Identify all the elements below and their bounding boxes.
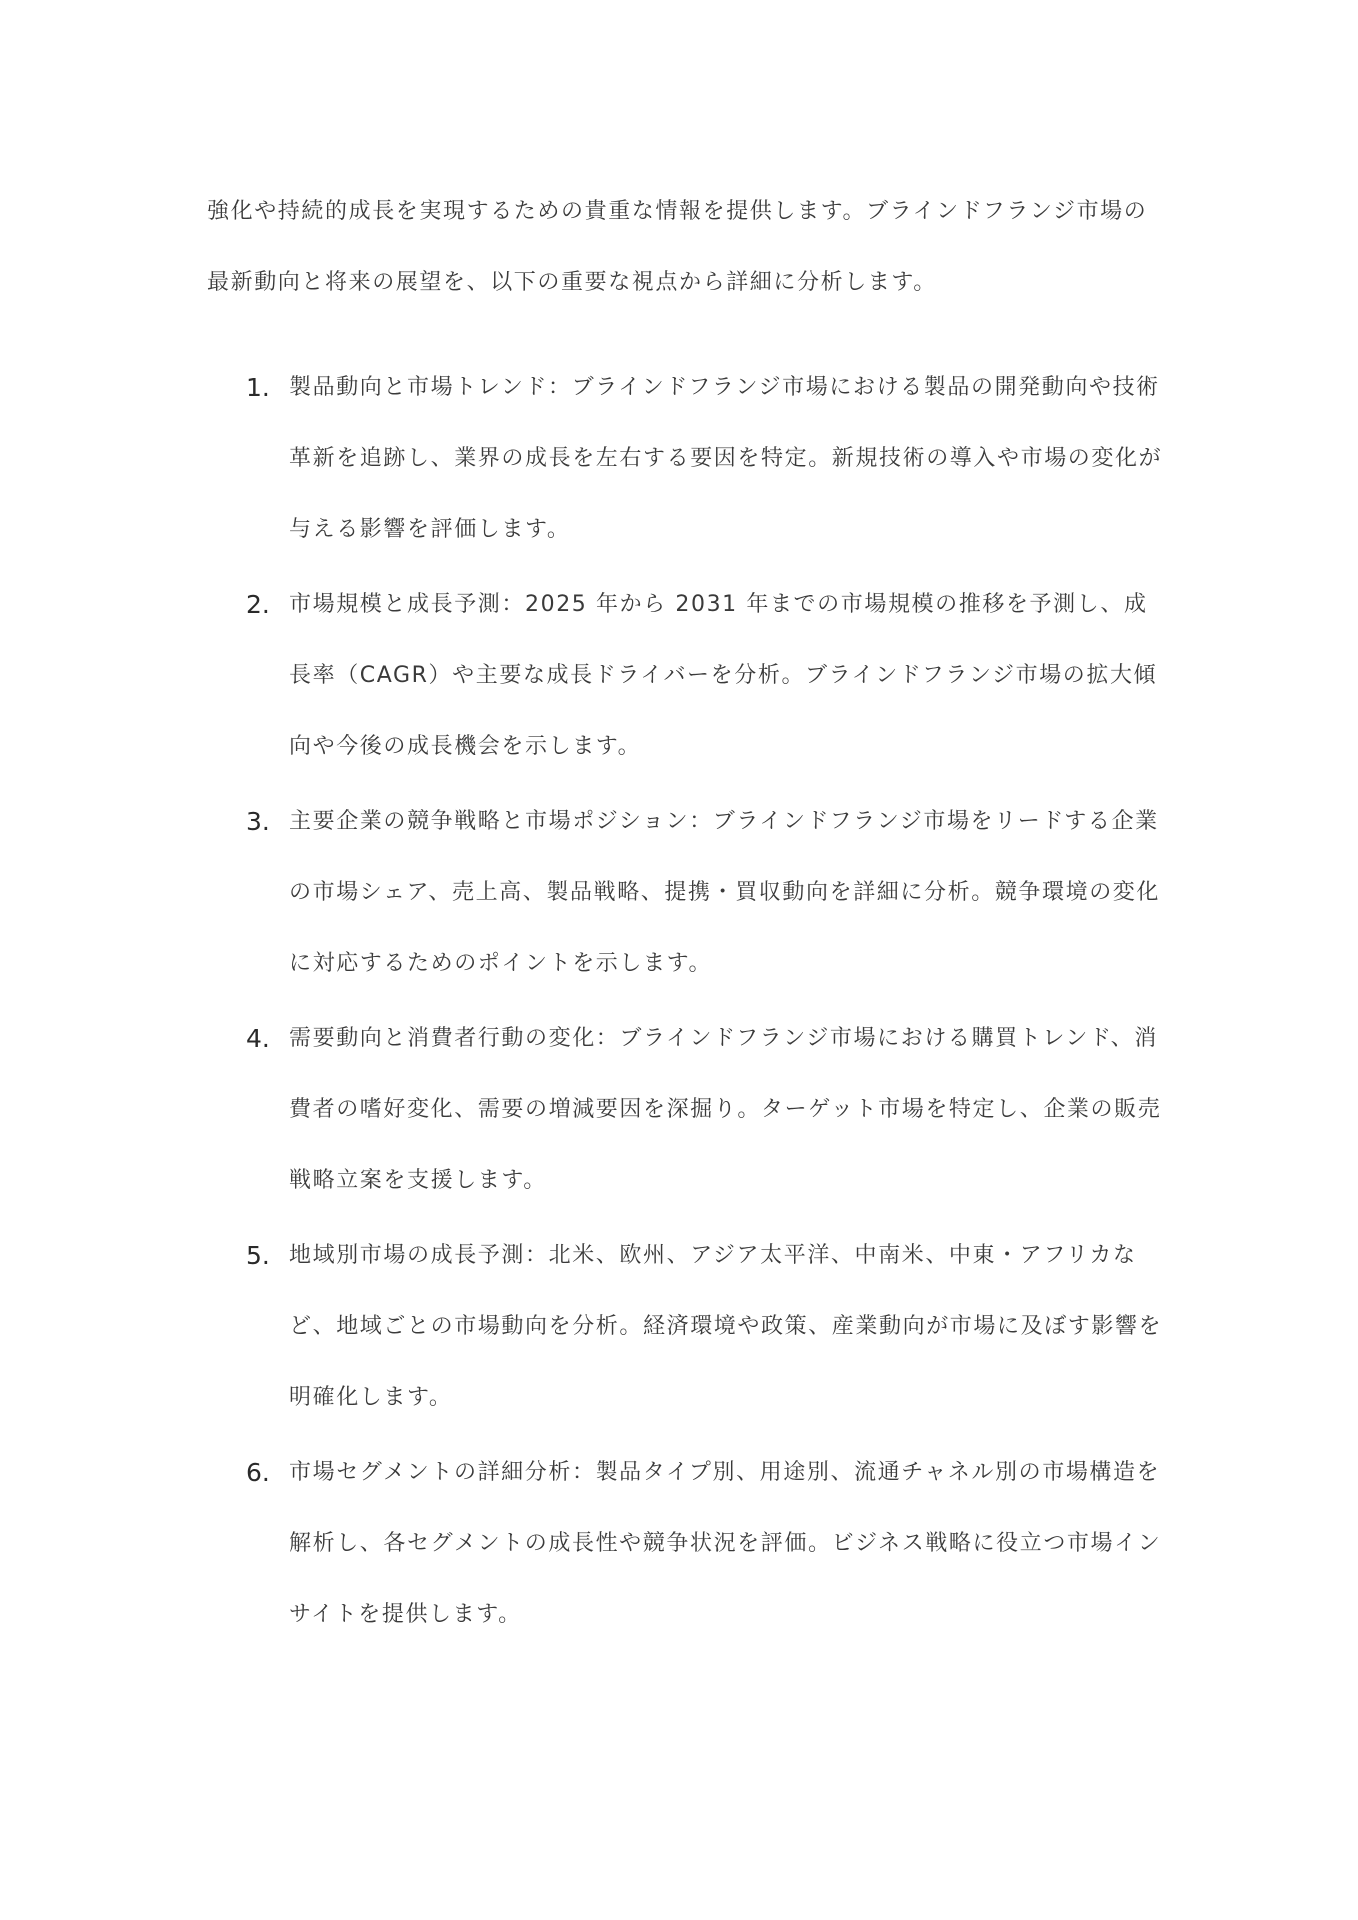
list-item <box>207 1220 1167 1433</box>
list-item <box>207 1437 1167 1650</box>
list-item-number: 4. <box>246 1024 270 1053</box>
list-item <box>207 352 1167 565</box>
list-item-number: 3. <box>246 807 270 836</box>
list-item-number: 1. <box>246 373 270 402</box>
list-item <box>207 569 1167 782</box>
list-item <box>207 1003 1167 1216</box>
list-item-text: 市場セグメントの詳細分析：製品タイプ別、用途別、流通チャネル別の市場構造を解析し、各セグメントの成長性や競争状況を評価。ビジネス戦略に役立つ市場インサイトを提供します。 <box>289 1460 1162 1627</box>
list-item <box>207 786 1167 999</box>
intro-paragraph: 強化や持続的成長を実現するための貴重な情報を提供します。ブラインドフランジ市場の最新動向と将来の展望を、以下の重要な視点から詳細に分析します。 <box>207 199 1148 295</box>
list-item-text: 需要動向と消費者行動の変化：ブラインドフランジ市場における購買トレンド、消費者の嗜好変化、需要の増減要因を深掘り。ターゲット市場を特定し、企業の販売戦略立案を支援します。 <box>289 1026 1162 1193</box>
list-item-text: 市場規模と成長予測：2025 年から 2031 年までの市場規模の推移を予測し、成長率（CAGR）や主要な成長ドライバーを分析。ブラインドフランジ市場の拡大傾向や今後の成長機会を示します。 <box>289 592 1158 759</box>
list-item-number: 6. <box>246 1458 270 1487</box>
list-item-text: 主要企業の競争戦略と市場ポジション：ブラインドフランジ市場をリードする企業の市場シェア、売上高、製品戦略、提携・買収動向を詳細に分析。競争環境の変化に対応するためのポイントを示します。 <box>289 809 1161 976</box>
list-item-number: 2. <box>246 590 270 619</box>
list-item-text: 製品動向と市場トレンド：ブラインドフランジ市場における製品の開発動向や技術革新を追跡し、業界の成長を左右する要因を特定。新規技術の導入や市場の変化が与える影響を評価します。 <box>289 375 1163 542</box>
analysis-points-list <box>207 352 1167 1654</box>
list-item-text: 地域別市場の成長予測：北米、欧州、アジア太平洋、中南米、中東・アフリカなど、地域ごとの市場動向を分析。経済環境や政策、産業動向が市場に及ぼす影響を明確化します。 <box>289 1243 1163 1410</box>
list-item-number: 5. <box>246 1241 270 1270</box>
